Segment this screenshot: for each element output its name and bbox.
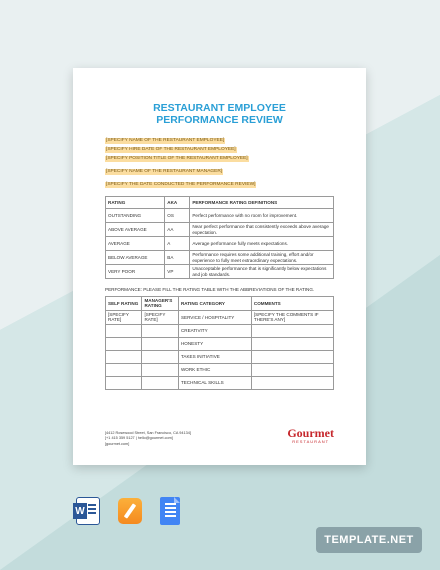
google-docs-icon[interactable]: [160, 497, 180, 525]
docs-lines: [165, 503, 176, 519]
performance-instructions: PERFORMANCE: PLEASE FILL THE RATING TABLE WITH THE ABBREVIATIONS OF THE RATING.: [105, 287, 315, 292]
title-line-1: RESTAURANT EMPLOYEE: [153, 102, 286, 114]
word-lines: [88, 504, 96, 516]
table-header-cell: RATING: [106, 197, 165, 209]
rating-definitions-table: [105, 196, 334, 279]
placeholder-hire-date: [SPECIFY HIRE DATE OF THE RESTAURANT EMPLOYEE]: [106, 147, 236, 152]
table-cell: TECHNICAL SKILLS: [178, 376, 251, 389]
table-header-cell: RATING CATEGORY: [178, 297, 251, 311]
pages-icon[interactable]: [118, 498, 142, 524]
table-header-cell: MANAGER'S RATING: [142, 297, 178, 311]
table-cell: BELOW AVERAGE: [106, 251, 165, 265]
table-cell: [251, 337, 333, 350]
table-cell: Average performance fully meets expectations.: [190, 237, 334, 251]
table-header-row: [106, 197, 334, 209]
table-cell: [106, 337, 142, 350]
table-cell: [142, 350, 178, 363]
table-row: [106, 363, 334, 376]
table-cell: [SPECIFY RATE]: [142, 310, 178, 324]
table-cell: TAKES INITIATIVE: [178, 350, 251, 363]
pencil-icon: [124, 503, 136, 518]
document-preview: [73, 68, 366, 465]
table-header-cell: SELF RATING: [106, 297, 142, 311]
table-cell: AVERAGE: [106, 237, 165, 251]
table-row: [106, 237, 334, 251]
table-row: [106, 251, 334, 265]
title-line-2: PERFORMANCE REVIEW: [156, 114, 283, 126]
table-row: [106, 265, 334, 279]
table-cell: Near perfect performance that consistently exceeds above average expectation.: [190, 223, 334, 237]
table-cell: [SPECIFY RATE]: [106, 310, 142, 324]
table-cell: Performance requires some additional training, effort and/or experience to fully meet extraordinary expectations.: [190, 251, 334, 265]
table-cell: [142, 376, 178, 389]
table-cell: SERVICE / HOSPITALITY: [178, 310, 251, 324]
table-cell: [251, 376, 333, 389]
gourmet-logo: [287, 427, 334, 444]
table-cell: VERY POOR: [106, 265, 165, 279]
table-row: [106, 310, 334, 324]
table-cell: OUTSTANDING: [106, 209, 165, 223]
footer-address: [4412 Rosewood Street, San Francisco, CA 94134]: [105, 430, 191, 435]
table-row: [106, 223, 334, 237]
document-title: [105, 102, 334, 126]
table-cell: [106, 350, 142, 363]
table-row: [106, 376, 334, 389]
table-cell: [106, 324, 142, 337]
table-cell: Perfect performance with no room for improvement.: [190, 209, 334, 223]
table-cell: BA: [165, 251, 190, 265]
table-cell: [106, 363, 142, 376]
placeholder-manager-name: [SPECIFY NAME OF THE RESTAURANT MANAGER]: [106, 169, 223, 174]
table-cell: AA: [165, 223, 190, 237]
table-cell: OS: [165, 209, 190, 223]
placeholder-employee-name: [SPECIFY NAME OF THE RESTAURANT EMPLOYEE]: [106, 138, 225, 143]
placeholder-list: [105, 138, 334, 188]
table-cell: [251, 363, 333, 376]
word-icon[interactable]: [76, 497, 100, 525]
placeholder-position-title: [SPECIFY POSITION TITLE OF THE RESTAURANT EMPLOYEE]: [106, 156, 248, 161]
logo-subtitle: RESTAURANT: [292, 438, 330, 444]
table-cell: [106, 376, 142, 389]
table-header-row: [106, 297, 334, 311]
table-header-cell: AKA: [165, 197, 190, 209]
table-cell: [142, 337, 178, 350]
table-cell: HONESTY: [178, 337, 251, 350]
performance-rating-table: [105, 296, 334, 390]
table-header-cell: PERFORMANCE RATING DEFINITIONS: [190, 197, 334, 209]
logo-wordmark: Gourmet: [287, 425, 334, 440]
table-header-cell: COMMENTS: [251, 297, 333, 311]
table-row: [106, 350, 334, 363]
table-cell: [142, 363, 178, 376]
table-cell: WORK ETHIC: [178, 363, 251, 376]
table-cell: [SPECIFY THE COMMENTS IF THERE'S ANY]: [251, 310, 333, 324]
placeholder-review-date: [SPECIFY THE DATE CONDUCTED THE PERFORMANCE REVIEW]: [106, 182, 256, 187]
table-cell: [251, 350, 333, 363]
table-row: [106, 209, 334, 223]
table-cell: VP: [165, 265, 190, 279]
table-row: [106, 324, 334, 337]
footer-website: [gourmet.com]: [105, 441, 130, 446]
document-footer: [105, 425, 334, 448]
table-row: [106, 337, 334, 350]
table-cell: [142, 324, 178, 337]
table-cell: [251, 324, 333, 337]
table-cell: A: [165, 237, 190, 251]
template-net-badge[interactable]: TEMPLATE.NET: [316, 527, 422, 553]
table-cell: CREATIVITY: [178, 324, 251, 337]
table-cell: Unacceptable performance that is significantly below expectations and job standards.: [190, 265, 334, 279]
table-cell: ABOVE AVERAGE: [106, 223, 165, 237]
footer-contact: [+1 415 359 5127 | hello@gourmet.com]: [105, 436, 173, 440]
word-badge: W: [73, 503, 87, 519]
